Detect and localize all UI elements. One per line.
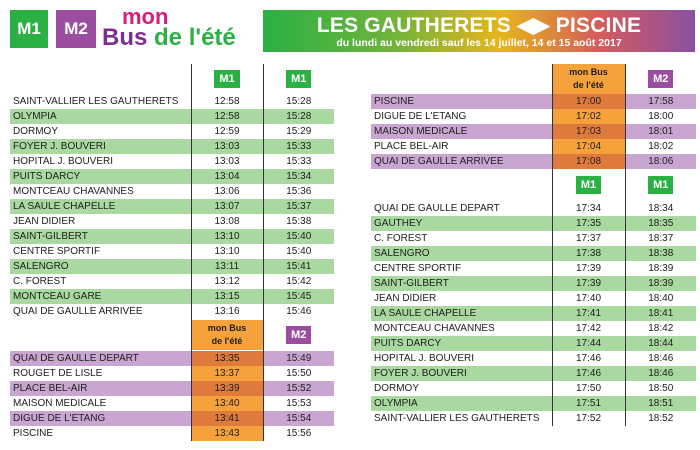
stop-name: C. FOREST [374,233,428,244]
departure-time: 12:58 [191,109,263,124]
departure-time: 18:44 [625,336,696,351]
departure-time: 13:15 [191,289,263,304]
stop-name: DORMOY [13,126,58,137]
route-title: LES GAUTHERETS ◀▶ PISCINE [316,14,642,37]
timetable-row [10,229,334,244]
departure-time: 15:38 [286,216,312,227]
header-spacer [371,169,552,201]
stop-name: FOYER J. BOUVERI [10,139,191,154]
departure-time: 18:46 [648,353,674,364]
departure-time: 13:07 [191,199,263,214]
brand-word-ete: de l'été [154,24,236,51]
departure-time: 13:12 [191,274,263,289]
departure-time: 13:10 [191,244,263,259]
departure-time: 13:35 [191,351,263,366]
departure-time: 17:51 [552,396,625,411]
departure-time: 13:08 [191,214,263,229]
mon-bus-line2: de l'été [211,336,243,346]
stop-name: LA SAULE CHAPELLE [371,306,552,321]
departure-time: 12:59 [191,124,263,139]
departure-time: 18:50 [648,383,674,394]
brand-logo [102,6,236,50]
column-header-row [10,64,334,94]
timetable-row [10,154,334,169]
departure-time: 17:08 [552,154,625,169]
column-header-m1 [191,64,263,94]
departure-time: 17:04 [552,139,625,154]
stop-name: CENTRE SPORTIF [13,246,101,257]
timetable-row [371,109,696,124]
departure-time: 18:51 [625,396,696,411]
departure-time: 18:06 [625,154,696,169]
timetable-row [371,154,696,169]
left-timetable [10,64,334,441]
timetable-row [10,169,334,184]
m1-badge: M1 [286,70,311,88]
timetable-row [10,94,334,109]
mon-bus-label [553,64,625,94]
header-spacer [371,64,552,94]
right-timetable [371,64,696,426]
m1-badge: M1 [214,70,239,88]
route-subtitle: du lundi au vendredi sauf les 14 juillet, 14 et 15 août 2017 [336,37,622,49]
stop-name: OLYMPIA [371,396,552,411]
stop-name: SALENGRO [371,246,552,261]
departure-time: 15:50 [286,368,312,379]
departure-time: 15:42 [286,276,312,287]
line-m1-badge: M1 [10,10,48,48]
stop-name: MONTCEAU CHAVANNES [13,186,134,197]
timetable-row [371,396,696,411]
timetable-row [371,381,696,396]
brand-word-mon: mon [122,4,169,29]
departure-time: 13:11 [191,259,263,274]
stop-name: HOPITAL J. BOUVERI [374,353,475,364]
m1-badge: M1 [576,176,601,194]
departure-time: 15:46 [286,306,312,317]
mon-bus-line1: mon Bus [207,323,247,333]
departure-time: 15:41 [263,259,334,274]
stop-name: C. FOREST [13,276,67,287]
timetable-row [371,216,696,231]
column-header-row [371,64,696,94]
departure-time: 17:46 [552,351,625,366]
departure-time: 17:35 [552,216,625,231]
departure-time: 17:44 [552,336,625,351]
departure-time: 15:52 [263,381,334,396]
departure-time: 13:37 [191,366,263,381]
timetable-row [10,199,334,214]
stop-name: OLYMPIA [10,109,191,124]
departure-time: 18:37 [648,233,674,244]
timetable-row [371,124,696,139]
timetable-row [371,366,696,381]
timetable-row [371,351,696,366]
timetable-row [10,139,334,154]
timetable-row [371,321,696,336]
departure-time: 15:33 [263,139,334,154]
timetable-row [371,201,696,216]
departure-time: 13:41 [191,411,263,426]
departure-time: 18:46 [625,366,696,381]
stop-name: SAINT-VALLIER LES GAUTHERETS [13,96,179,107]
stop-name: MAISON MEDICALE [371,124,552,139]
departure-time: 17:03 [552,124,625,139]
departure-time: 18:01 [625,124,696,139]
timetable-row [371,94,696,109]
departure-time: 17:46 [552,366,625,381]
departure-time: 18:40 [648,293,674,304]
timetable-row [10,304,334,319]
departure-time: 15:36 [286,186,312,197]
departure-time: 17:42 [552,321,625,336]
timetable-row [371,276,696,291]
column-header-m1 [625,169,696,201]
stop-name: SAINT-GILBERT [10,229,191,244]
departure-time: 15:34 [263,169,334,184]
stop-name: DORMOY [374,383,419,394]
timetable-row [10,184,334,199]
m1-badge: M1 [648,176,673,194]
stop-name: QUAI DE GAULLE ARRIVEE [13,306,143,317]
stop-name: GAUTHEY [371,216,552,231]
departure-time: 15:40 [286,246,312,257]
timetable-row [10,381,334,396]
departure-time: 12:58 [191,94,263,109]
timetable-row [10,289,334,304]
departure-time: 17:02 [552,109,625,124]
timetable-row [10,396,334,411]
route-banner [263,10,695,52]
stop-name: SAINT-GILBERT [371,276,552,291]
timetable-row [371,246,696,261]
departure-time: 18:42 [648,323,674,334]
timetable-row [10,274,334,289]
stop-name: PUITS DARCY [10,169,191,184]
timetable-row [10,244,334,259]
departure-time: 13:39 [191,381,263,396]
departure-time: 18:39 [625,276,696,291]
m2-badge: M2 [648,70,673,88]
header-spacer [10,319,191,351]
timetable-row [10,214,334,229]
stop-name: JEAN DIDIER [13,216,76,227]
stop-name: QUAI DE GAULLE DEPART [10,351,191,366]
timetable-row [371,411,696,426]
stop-name: MONTCEAU GARE [10,289,191,304]
departure-time: 15:40 [263,229,334,244]
departure-time: 17:34 [552,201,625,216]
timetable-row [10,259,334,274]
header-spacer [10,64,191,94]
departure-time: 15:45 [263,289,334,304]
departure-time: 13:43 [191,426,263,441]
departure-time: 13:10 [191,229,263,244]
stop-name: SALENGRO [10,259,191,274]
timetable-row [371,139,696,154]
departure-time: 13:40 [191,396,263,411]
stop-name: PISCINE [371,94,552,109]
stop-name: FOYER J. BOUVERI [371,366,552,381]
departure-time: 17:52 [552,411,625,426]
stop-name: QUAI DE GAULLE DEPART [374,203,500,214]
stop-name: CENTRE SPORTIF [374,263,462,274]
departure-time: 17:38 [552,246,625,261]
departure-time: 15:53 [286,398,312,409]
m2-badge: M2 [286,326,311,344]
departure-time: 18:35 [625,216,696,231]
departure-time: 17:50 [552,381,625,396]
stop-name: MONTCEAU CHAVANNES [374,323,495,334]
stop-name: PLACE BEL-AIR [374,141,449,152]
column-header-m2 [625,64,696,94]
departure-time: 17:40 [552,291,625,306]
departure-time: 18:00 [648,111,674,122]
stop-name: DIGUE DE L'ETANG [374,111,467,122]
mon-bus-line1: mon Bus [569,67,608,77]
departure-time: 13:03 [191,139,263,154]
departure-time: 13:16 [191,304,263,319]
timetable-row [371,291,696,306]
column-header-mon-bus [191,319,263,351]
mon-bus-line2: de l'été [573,80,604,90]
departure-time: 17:39 [552,276,625,291]
departure-time: 15:28 [286,96,312,107]
departure-time: 15:37 [263,199,334,214]
timetable-row [371,306,696,321]
departure-time: 13:06 [191,184,263,199]
stop-name: LA SAULE CHAPELLE [10,199,191,214]
departure-time: 18:41 [625,306,696,321]
departure-time: 18:38 [625,246,696,261]
departure-time: 18:39 [648,263,674,274]
brand-word-bus: Bus [102,24,148,51]
stop-name: MAISON MEDICALE [13,398,107,409]
line-m2-badge: M2 [56,10,96,48]
column-header-m2 [263,319,334,351]
column-header-row [10,319,334,351]
stop-name: PISCINE [13,428,54,439]
departure-time: 15:49 [263,351,334,366]
departure-time: 17:58 [625,94,696,109]
stop-name: QUAI DE GAULLE ARRIVEE [371,154,552,169]
column-header-row [371,169,696,201]
mon-bus-label [192,320,263,350]
column-header-m1 [263,64,334,94]
departure-time: 15:29 [286,126,312,137]
departure-time: 15:28 [263,109,334,124]
timetable-row [10,124,334,139]
stop-name: HOPITAL J. BOUVERI [13,156,114,167]
departure-time: 15:54 [263,411,334,426]
departure-time: 18:52 [648,413,674,424]
timetable-row [10,351,334,366]
departure-time: 13:04 [191,169,263,184]
timetable-row [10,109,334,124]
stop-name: SAINT-VALLIER LES GAUTHERETS [374,413,540,424]
stop-name: ROUGET DE LISLE [13,368,103,379]
departure-time: 17:41 [552,306,625,321]
stop-name: PLACE BEL-AIR [10,381,191,396]
stop-name: DIGUE DE L'ETANG [10,411,191,426]
departure-time: 17:39 [552,261,625,276]
departure-time: 13:03 [191,154,263,169]
timetable-row [10,426,334,441]
timetable-row [10,411,334,426]
departure-time: 15:33 [286,156,312,167]
timetable-row [371,336,696,351]
departure-time: 18:02 [648,141,674,152]
departure-time: 17:37 [552,231,625,246]
stop-name: JEAN DIDIER [374,293,437,304]
departure-time: 15:56 [286,428,312,439]
timetable-row [371,231,696,246]
column-header-m1 [552,169,625,201]
column-header-mon-bus [552,64,625,94]
timetable-row [10,366,334,381]
departure-time: 17:00 [552,94,625,109]
timetable-row [371,261,696,276]
stop-name: PUITS DARCY [371,336,552,351]
departure-time: 18:34 [648,203,674,214]
